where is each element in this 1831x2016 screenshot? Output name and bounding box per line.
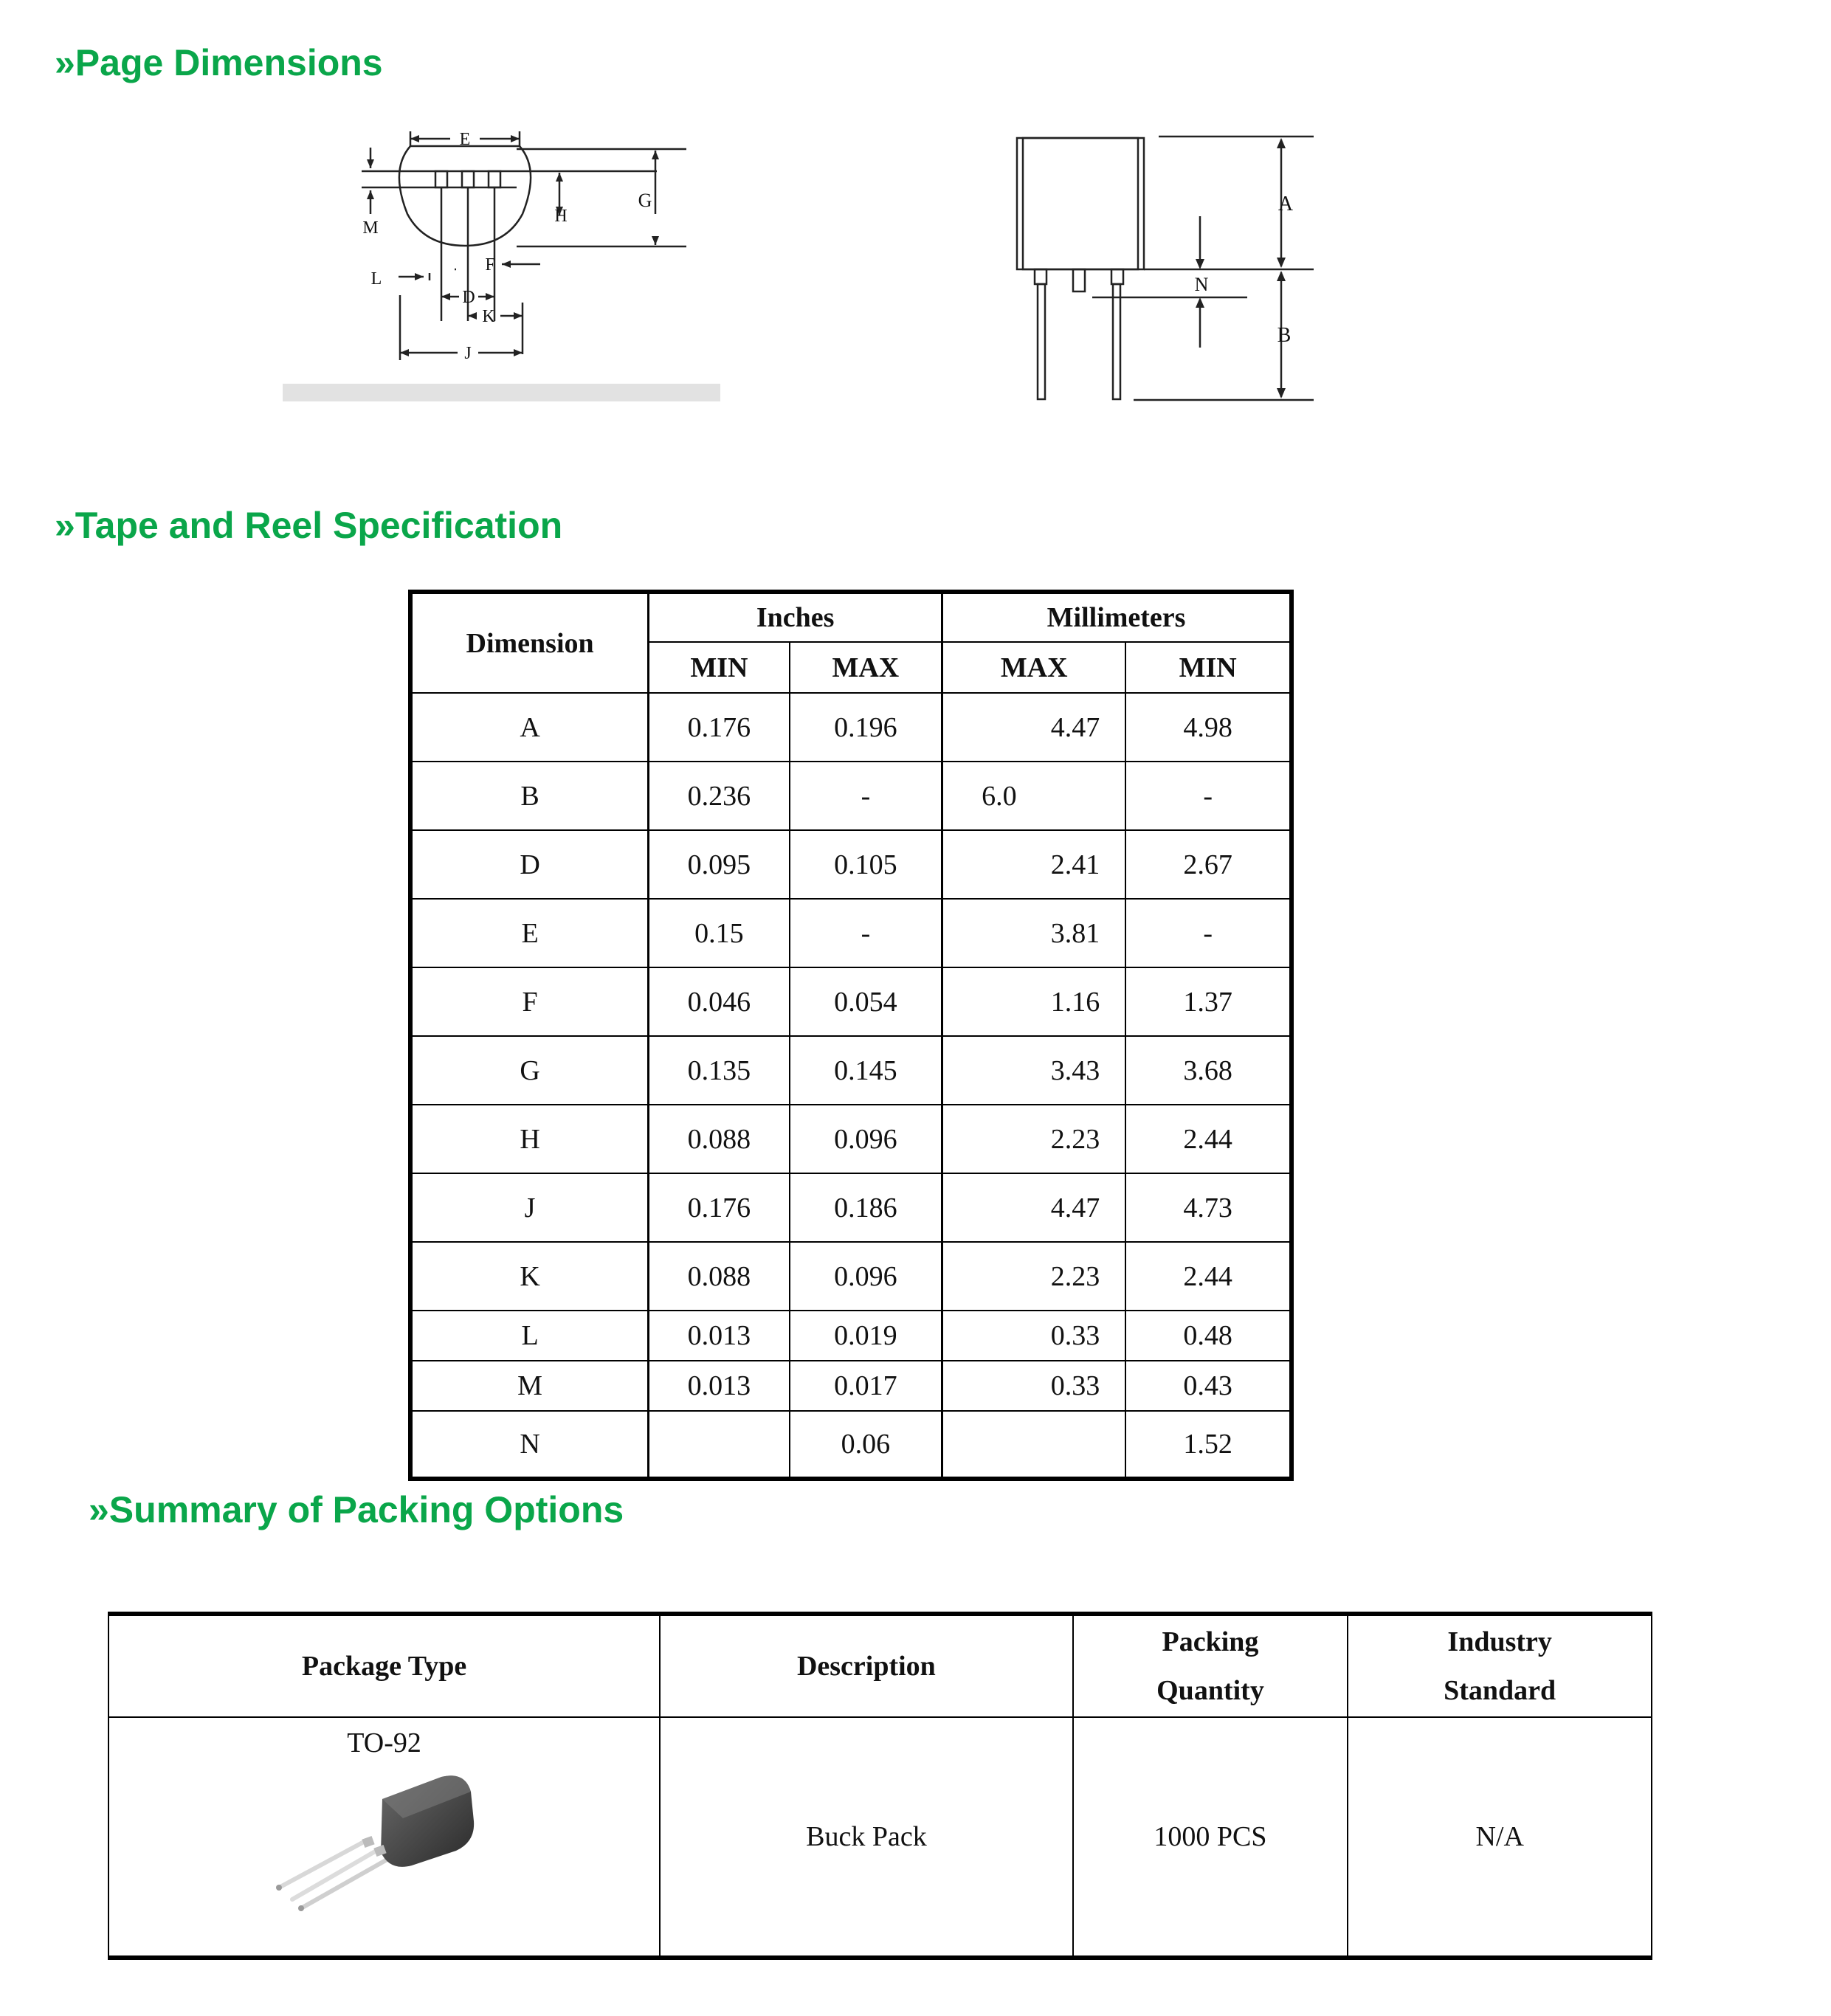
cell-inch-min (649, 1411, 790, 1479)
header-mm-min: MIN (1125, 642, 1292, 693)
cell-inch-min: 0.046 (649, 967, 790, 1036)
cell-inch-min: 0.135 (649, 1036, 790, 1105)
cell-inch-min: 0.176 (649, 693, 790, 762)
header-inches: Inches (649, 592, 942, 642)
cell-mm-min: 2.44 (1125, 1105, 1292, 1173)
cell-dimension: M (410, 1361, 649, 1411)
cell-inch-max: 0.186 (790, 1173, 942, 1242)
cell-inch-max: 0.196 (790, 693, 942, 762)
header-inch-min: MIN (649, 642, 790, 693)
cell-inch-max: 0.017 (790, 1361, 942, 1411)
cell-mm-max: 3.81 (942, 899, 1126, 967)
cell-inch-min: 0.15 (649, 899, 790, 967)
header-package-type: Package Type (108, 1614, 660, 1717)
cell-mm-min: 0.48 (1125, 1311, 1292, 1361)
cell-dimension: F (410, 967, 649, 1036)
table-row (410, 1311, 1292, 1361)
table-row (410, 693, 1292, 762)
cell-mm-min: 3.68 (1125, 1036, 1292, 1105)
cell-dimension: N (410, 1411, 649, 1479)
cell-dimension: K (410, 1242, 649, 1311)
dim-label-m: M (362, 218, 379, 238)
package-outline-diagram-left (347, 125, 731, 410)
dim-label-a: A (1277, 193, 1294, 215)
header-packing-quantity (1073, 1614, 1348, 1717)
cell-inch-max: 0.105 (790, 830, 942, 899)
cell-inch-min: 0.176 (649, 1173, 790, 1242)
header-dimension: Dimension (410, 592, 649, 693)
cell-dimension: J (410, 1173, 649, 1242)
cell-mm-max: 2.41 (942, 830, 1126, 899)
cell-inch-max: 0.096 (790, 1242, 942, 1311)
cell-inch-max: 0.054 (790, 967, 942, 1036)
table-row (410, 1173, 1292, 1242)
cell-dimension: L (410, 1311, 649, 1361)
section-heading-page-dimensions: »Page Dimensions (55, 42, 383, 83)
dim-label-e: E (459, 130, 471, 149)
cell-mm-max: 0.33 (942, 1311, 1126, 1361)
table-row (410, 830, 1292, 899)
header-industry-line1: Industry (1447, 1626, 1552, 1657)
dim-label-k: K (482, 307, 495, 326)
table-row (410, 1411, 1292, 1479)
cell-mm-min: 1.37 (1125, 967, 1292, 1036)
cell-mm-min: - (1125, 899, 1292, 967)
cell-inch-max: 0.019 (790, 1311, 942, 1361)
package-type-label: TO-92 (347, 1727, 421, 1758)
dim-label-b: B (1277, 324, 1292, 347)
cell-mm-max (942, 1411, 1126, 1479)
cell-dimension: G (410, 1036, 649, 1105)
table-row (410, 967, 1292, 1036)
dim-label-f: F (485, 255, 495, 275)
cell-inch-min: 0.088 (649, 1105, 790, 1173)
cell-description: Buck Pack (660, 1717, 1072, 1958)
cell-inch-max: - (790, 899, 942, 967)
cell-mm-min: - (1125, 762, 1292, 830)
packing-options-table (108, 1612, 1652, 1960)
table-row (410, 1242, 1292, 1311)
header-description: Description (660, 1614, 1072, 1717)
cell-mm-max: 4.47 (942, 693, 1126, 762)
cell-mm-max: 6.0 (942, 762, 1126, 830)
cell-mm-max: 2.23 (942, 1105, 1126, 1173)
cell-mm-max: 3.43 (942, 1036, 1126, 1105)
cell-mm-min: 2.67 (1125, 830, 1292, 899)
cell-mm-max: 0.33 (942, 1361, 1126, 1411)
header-inch-max: MAX (790, 642, 942, 693)
table-row (108, 1717, 1652, 1958)
cell-dimension: H (410, 1105, 649, 1173)
cell-mm-min: 4.73 (1125, 1173, 1292, 1242)
header-industry-standard (1348, 1614, 1652, 1717)
cell-dimension: A (410, 693, 649, 762)
cell-dimension: E (410, 899, 649, 967)
dim-label-n: N (1194, 274, 1209, 295)
table-row (410, 1361, 1292, 1411)
cell-mm-min: 1.52 (1125, 1411, 1292, 1479)
cell-mm-min: 0.43 (1125, 1361, 1292, 1411)
dim-label-g: G (638, 190, 652, 211)
dim-label-d: D (462, 288, 475, 307)
table-row (410, 1105, 1292, 1173)
cell-inch-min: 0.236 (649, 762, 790, 830)
table-row (410, 1036, 1292, 1105)
cell-inch-max: 0.096 (790, 1105, 942, 1173)
to92-package-image (272, 1770, 523, 1932)
cell-industry-standard: N/A (1348, 1717, 1652, 1958)
cell-inch-min: 0.013 (649, 1361, 790, 1411)
cell-dimension: D (410, 830, 649, 899)
cell-mm-min: 4.98 (1125, 693, 1292, 762)
cell-mm-min: 2.44 (1125, 1242, 1292, 1311)
section-heading-tape-reel: »Tape and Reel Specification (55, 505, 563, 546)
table-row (410, 899, 1292, 967)
cell-mm-max: 4.47 (942, 1173, 1126, 1242)
header-mm-max: MAX (942, 642, 1126, 693)
cell-inch-max: 0.145 (790, 1036, 942, 1105)
cell-inch-min: 0.088 (649, 1242, 790, 1311)
header-packing-line2: Quantity (1156, 1675, 1264, 1706)
cell-packing-quantity: 1000 PCS (1073, 1717, 1348, 1958)
header-packing-line1: Packing (1162, 1626, 1259, 1657)
diagram-baseline-bar (283, 384, 720, 401)
package-side-diagram-right (1004, 129, 1328, 410)
dim-label-h: H (554, 207, 568, 226)
cell-mm-max: 2.23 (942, 1242, 1126, 1311)
cell-inch-max: - (790, 762, 942, 830)
header-millimeters: Millimeters (942, 592, 1292, 642)
cell-inch-max: 0.06 (790, 1411, 942, 1479)
section-heading-packing-options: »Summary of Packing Options (89, 1489, 624, 1530)
header-industry-line2: Standard (1444, 1675, 1556, 1706)
dimension-table (408, 590, 1294, 1481)
dim-label-j: J (464, 344, 472, 363)
cell-dimension: B (410, 762, 649, 830)
cell-mm-max: 1.16 (942, 967, 1126, 1036)
cell-inch-min: 0.095 (649, 830, 790, 899)
cell-package-type (108, 1717, 660, 1958)
table-row (410, 762, 1292, 830)
dim-label-l: L (370, 269, 382, 289)
cell-inch-min: 0.013 (649, 1311, 790, 1361)
